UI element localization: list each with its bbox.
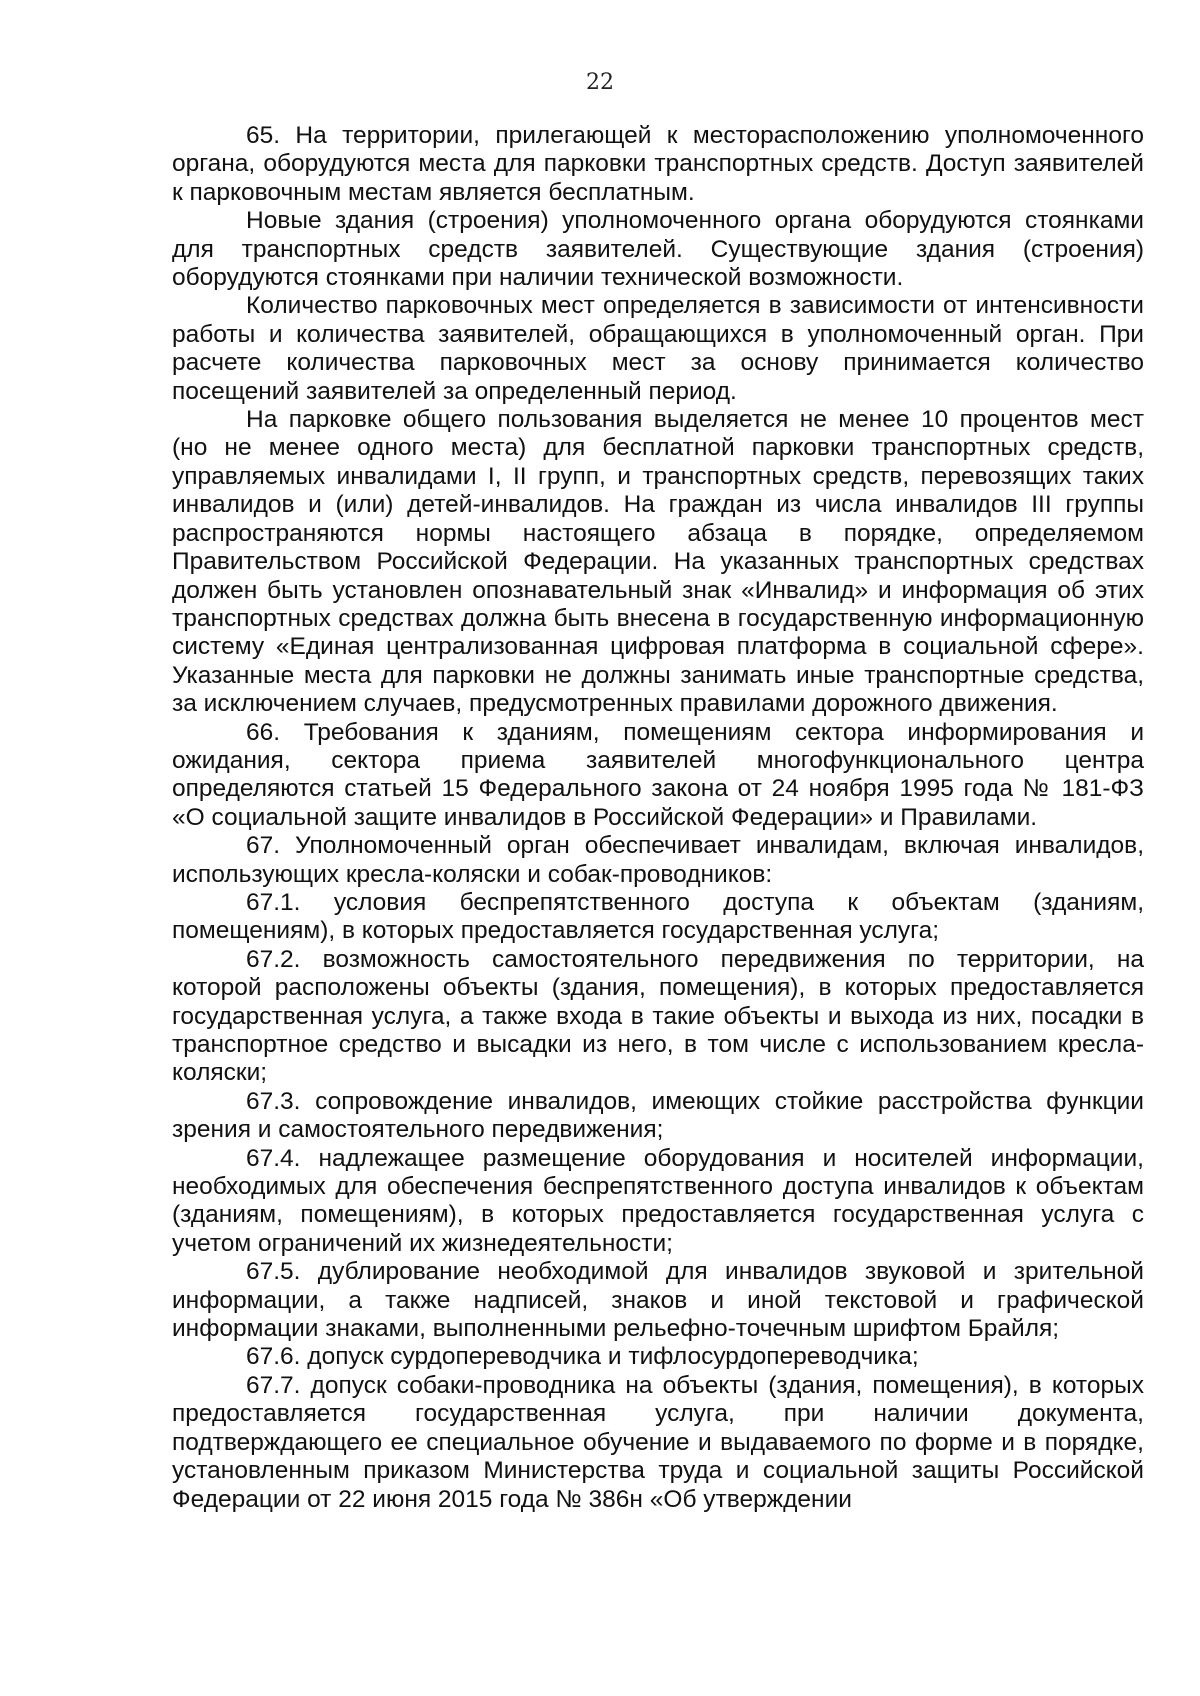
document-body	[172, 122, 1144, 1514]
paragraph-67-5: 67.5. дублирование необходимой для инвалидов звуковой и зрительной информации, а также надписей, знаков и иной текстовой и графической информации знаками, выполненными рельефно-точечным шрифтом Брайля;	[172, 1258, 1144, 1343]
paragraph-67-7: 67.7. допуск собаки-проводника на объекты (здания, помещения), в которых предоставляется государственная услуга, при наличии документа, подтверждающего ее специальное обучение и выдаваемого по форме и в порядке, установленным приказом Министерства труда и социальной защиты Российской Федерации от 22 июня 2015 года № 386н «Об утверждении	[172, 1371, 1144, 1513]
paragraph-parking-count: Количество парковочных мест определяется в зависимости от интенсивности работы и количества заявителей, обращающихся в уполномоченный орган. При расчете количества парковочных мест за основу принимается количество посещений заявителей за определенный период.	[172, 292, 1144, 405]
paragraph-65-parking: 65. На территории, прилегающей к месторасположению уполномоченного органа, оборудуются места для парковки транспортных средств. Доступ заявителей к парковочным местам является бесплатным.	[172, 122, 1144, 206]
paragraph-67-2: 67.2. возможность самостоятельного передвижения по территории, на которой расположены объекты (здания, помещения), в которых предоставляется государственная услуга, а также входа в такие объекты и выхода из них, посадки в транспортное средство и высадки из него, в том числе с использованием кресла-коляски;	[172, 945, 1144, 1087]
page-number: 22	[586, 70, 614, 95]
paragraph-disabled-parking: На парковке общего пользования выделяется не менее 10 процентов мест (но не менее одного места) для бесплатной парковки транспортных средств, управляемых инвалидами I, II групп, и транспортных средств, перевозящих таких инвалидов и (или) детей-инвалидов. На граждан из числа инвалидов III группы распространяются нормы настоящего абзаца в порядке, определяемом Правительством Российской Федерации. На указанных транспортных средствах должен быть установлен опознавательный знак «Инвалид» и информация об этих транспортных средствах должна быть внесена в государственную информационную систему «Единая централизованная цифровая платформа в социальной сфере». Указанные места для парковки не должны занимать иные транспортные средства, за исключением случаев, предусмотренных правилами дорожного движения.	[172, 406, 1144, 718]
paragraph-67-6: 67.6. допуск сурдопереводчика и тифлосурдопереводчика;	[246, 1343, 919, 1371]
paragraph-67-4: 67.4. надлежащее размещение оборудования и носителей информации, необходимых для обеспечения беспрепятственного доступа инвалидов к объектам (зданиям, помещениям), в которых предоставляется государственная услуга с учетом ограничений их жизнедеятельности;	[172, 1144, 1144, 1257]
paragraph-66-requirements: 66. Требования к зданиям, помещениям сектора информирования и ожидания, сектора приема заявителей многофункционального центра определяются статьей 15 Федерального закона от 24 ноября 1995 года № 181-ФЗ «О социальной защите инвалидов в Российской Федерации» и Правилами.	[172, 718, 1144, 831]
paragraph-new-buildings: Новые здания (строения) уполномоченного органа оборудуются стоянками для транспортных средств заявителей. Существующие здания (строения) оборудуются стоянками при наличии технической возможности.	[172, 207, 1144, 292]
paragraph-67-1: 67.1. условия беспрепятственного доступа к объектам (зданиям, помещениям), в которых предоставляется государственная услуга;	[172, 888, 1144, 945]
paragraph-67-3: 67.3. сопровождение инвалидов, имеющих стойкие расстройства функции зрения и самостоятельного передвижения;	[172, 1087, 1144, 1144]
paragraph-67-provisions: 67. Уполномоченный орган обеспечивает инвалидам, включая инвалидов, использующих кресла-коляски и собак-проводников:	[172, 832, 1144, 888]
